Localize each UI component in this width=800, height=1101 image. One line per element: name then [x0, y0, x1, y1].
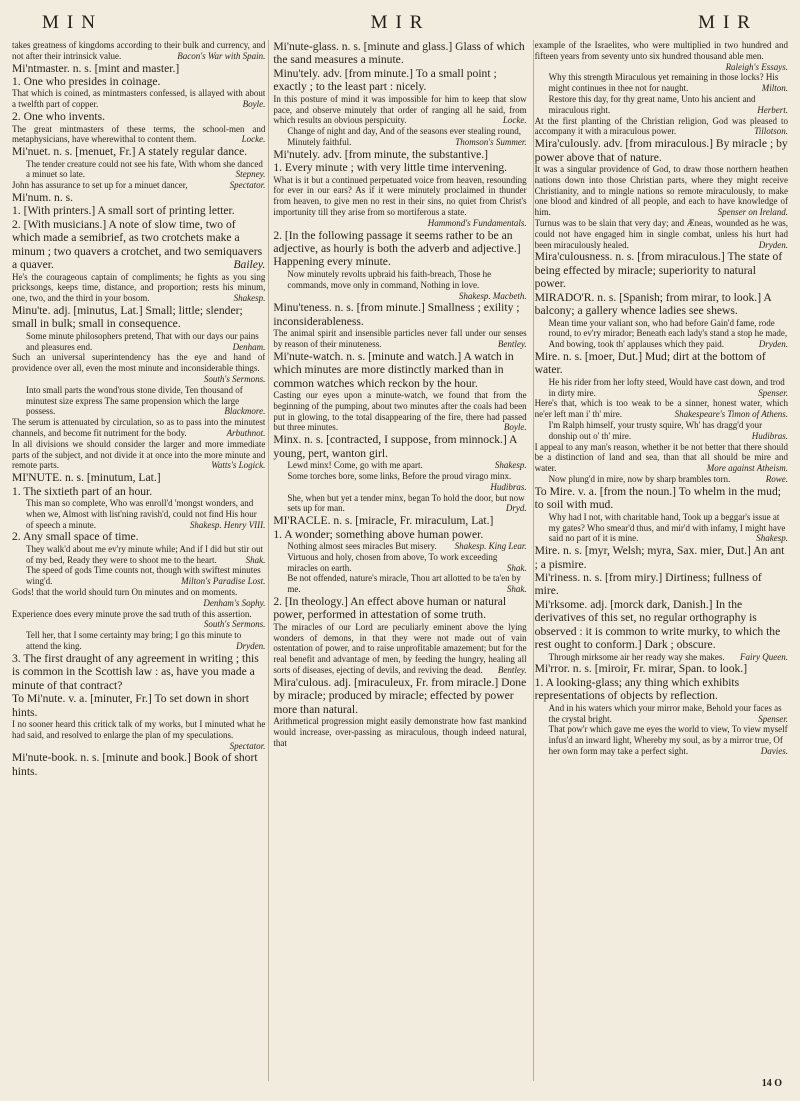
quotation-source: Shak. — [506, 584, 527, 595]
entry-text: Mire. n. s. [moer, Dut.] Mud; dirt at the bottom of water. — [534, 350, 766, 377]
dictionary-entry — [273, 148, 526, 161]
quotation-text: I appeal to any man's reason, whether it be not better that there should be a distinction of land and sea, than that all should be mire and water. — [534, 441, 788, 474]
quotation-source: Bailey. — [233, 258, 266, 272]
quotation — [12, 719, 265, 751]
signature-mark: 14 O — [761, 1078, 782, 1089]
quotation-source: Boyle. — [242, 99, 266, 110]
entry-text: 2. One who invents. — [12, 110, 106, 124]
quotation-text: Tell her, that I some certainty may bring; I go this minute to attend the king. — [26, 630, 242, 652]
quotation-text: And in his waters which your mirror make, Behold your faces as the crystal bright. — [548, 702, 782, 724]
quotation-text: Change of night and day, And of the seasons ever stealing round, Minutely faithful. — [287, 126, 521, 147]
quotation-source: Locke. — [502, 115, 527, 126]
dictionary-entry — [535, 662, 788, 675]
dictionary-entry — [12, 304, 265, 331]
quotation — [273, 541, 526, 552]
quotation-text: What is it but a continued perpetuated voice from heaven, resounding for ever in our ears? As if it were minutely proclaimed in thunder from heaven, to give men no rest in their sins, no quiet from Christ's importunity till they arise from so mortiferous a state. — [273, 174, 527, 217]
quotation-text: Virtuous and holy, chosen from above, To work exceeding miracles on earth. — [287, 551, 498, 573]
entry-text: 2. [With musicians.] A note of slow time, two of which made a semibrief, as two crotchets make a minum ; two quavers a crotchet, and two semiquavers a quaver. — [12, 217, 263, 272]
entry-text: 1. The sixtieth part of an hour. — [12, 484, 153, 498]
dictionary-entry — [535, 676, 788, 703]
quotation — [535, 72, 788, 94]
quotation-source: Locke. — [241, 134, 266, 145]
quotation — [273, 175, 526, 229]
quotation — [535, 116, 788, 138]
quotation — [12, 439, 265, 471]
quotation-text: He his rider from her lofty steed, Would have cast down, and trod in dirty mire. — [548, 376, 785, 398]
quotation-text: The miracles of our Lord are peculiarly eminent above the lying wonders of demons, in that they were not made out of vain ostentation of power, and to raise unprofitable amazement; but for the real benefit and advantage of men, by feeding the hungry, healing all sorts of diseases, ejecting of devils, and reviving the dead. — [273, 621, 527, 676]
dictionary-entry — [535, 137, 788, 164]
entry-text: Mire. n. s. [myr, Welsh; myra, Sax. mier, Dut.] An ant ; a pismire. — [534, 544, 785, 571]
quotation-text: Lewd minx! Come, go with me apart. — [287, 460, 423, 471]
quotation-text: In this posture of mind it was impossible for him to keep that slow pace, and observe minutely that order of ranging all he said, from which results an obvious perspicuity. — [273, 93, 527, 126]
quotation-source: Shak. — [245, 554, 266, 565]
quotation-source: Spenser. — [758, 387, 788, 398]
quotation-source: More against Atheism. — [706, 463, 788, 474]
quotation-source: Hudibras. — [751, 430, 788, 441]
quotation — [12, 544, 265, 566]
quotation-source: Denham's Sophy. — [203, 597, 266, 608]
quotation — [273, 493, 526, 515]
quotation — [535, 512, 788, 544]
quotation-source: Shak. — [506, 562, 527, 573]
quotation-text: Through mirksome air her ready way she makes. — [548, 651, 725, 662]
quotation-text: Into small parts the wond'rous stone divide, Ten thousand of minutest size express The same propension which the large possess. — [26, 384, 243, 417]
quotation-source: Stepney. — [235, 169, 266, 180]
quotation — [12, 630, 265, 652]
quotation — [535, 703, 788, 725]
quotation — [535, 398, 788, 420]
dictionary-entry — [273, 676, 526, 716]
dictionary-entry — [273, 67, 526, 94]
quotation-source: Spenser on Ireland. — [717, 207, 788, 218]
quotation-source: Bentley. — [497, 338, 527, 349]
dictionary-entry — [12, 145, 265, 158]
quotation — [12, 352, 265, 384]
quotation — [12, 565, 265, 587]
entry-text: Mira'culously. adv. [from miraculous.] By miracle ; by power above that of nature. — [534, 137, 788, 164]
quotation-text: Be not offended, nature's miracle, Thou art allotted to be ta'en by me. — [287, 573, 521, 595]
quotation — [535, 218, 788, 250]
quotation — [535, 164, 788, 218]
dictionary-entry — [273, 514, 526, 527]
quotation — [535, 377, 788, 399]
dictionary-entry — [12, 530, 265, 543]
column-rule — [533, 40, 534, 1081]
columns — [12, 40, 788, 778]
quotation-source: Watts's Logick. — [211, 460, 266, 471]
dictionary-entry — [273, 350, 526, 390]
quotation — [273, 622, 526, 676]
quotation — [12, 587, 265, 609]
quotation — [535, 724, 788, 756]
quotation — [12, 498, 265, 530]
quotation-text: Nothing almost sees miracles But misery. — [287, 541, 437, 551]
column-1 — [12, 40, 265, 778]
quotation-source: Dryden. — [758, 339, 788, 350]
quotation-text: Turnus was to be slain that very day; and Æneas, wounded as he was, could not have engaged him in single combat, unless his hurt had been miraculously healed. — [534, 218, 788, 250]
entry-text: Mi'rror. n. s. [miroir, Fr. mirar, Span. to look.] — [534, 662, 748, 676]
entry-text: 2. [In the following passage it seems rather to be an adjective, as hourly is both the adverb and adjective.] Happening every minute. — [273, 228, 521, 269]
dictionary-entry — [535, 250, 788, 290]
quotation-text: Gods! that the world should turn On minutes and on moments. — [12, 587, 238, 598]
quotation-source: Hammond's Fundamentals. — [427, 217, 527, 228]
entry-text: To Mire. v. a. [from the noun.] To whelm in the mud; to soil with mud. — [534, 484, 781, 512]
dictionary-entry — [12, 692, 265, 719]
quotation — [273, 390, 526, 433]
quotation — [535, 94, 788, 116]
dictionary-entry — [12, 62, 265, 75]
entry-text: 2. Any small space of time. — [12, 530, 139, 544]
quotation-source: Bacon's War with Spain. — [177, 50, 266, 61]
quotation-text: Some torches bore, some links, Before the proud virago minx. — [287, 470, 512, 481]
quotation-text: I no sooner heard this critick talk of my works, but I minuted what he had said, and resolved to enlarge the plan of my speculations. — [12, 719, 266, 740]
quotation — [12, 417, 265, 439]
quotation-source: Arbuthnot. — [226, 427, 266, 438]
quotation-text: takes greatness of kingdoms according to their bulk and currency, and not after their intrinsick value. — [12, 40, 266, 61]
quotation-source: Raleigh's Essays. — [725, 61, 788, 72]
quotation-text: Why this strength Miraculous yet remaining in those locks? His might continues in thee not for naught. — [548, 72, 779, 94]
quotation-text: Now plung'd in mire, now by sharp brambles torn. — [548, 474, 731, 485]
dictionary-entry — [12, 471, 265, 484]
entry-text: Mi'nutely. adv. [from minute, the substantive.] — [273, 147, 489, 161]
entry-text: 1. [With printers.] A small sort of printing letter. — [12, 204, 235, 218]
quotation-source: South's Sermons. — [203, 374, 266, 384]
entry-text: Mi'ntmaster. n. s. [mint and master.] — [12, 61, 180, 75]
dictionary-entry — [535, 485, 788, 512]
quotation-text: Now minutely revolts upbraid his faith-breach, Those he commands, move only in command, Nothing in love. — [287, 268, 492, 290]
quotation-source: Dryden. — [758, 239, 788, 250]
dictionary-entry — [273, 161, 526, 174]
dictionary-entry — [273, 528, 526, 541]
dictionary-entry — [273, 433, 526, 460]
quotation — [12, 609, 265, 631]
quotation-source: South's Sermons. — [203, 619, 266, 630]
dictionary-entry — [535, 291, 788, 318]
quotation-source: Milton. — [761, 83, 788, 94]
quotation-text: Here's that, which is too weak to be a sinner, honest water, which ne'er left man i' th' mire. — [534, 398, 788, 420]
quotation — [535, 474, 788, 485]
running-head-left: MIN — [42, 12, 103, 33]
quotation-source: Bentley. — [497, 665, 527, 676]
quotation-source: Davies. — [760, 745, 788, 756]
entry-text: Minu'teness. n. s. [from minute.] Smallness ; exility ; inconsiderableness. — [273, 301, 520, 328]
running-head — [12, 10, 788, 36]
quotation-source: Shakespeare's Timon of Athens. — [674, 409, 788, 420]
dictionary-entry — [273, 301, 526, 328]
dictionary-entry — [12, 652, 265, 692]
entry-text: MIRADO'R. n. s. [Spanish; from mirar, to look.] A balcony; a gallery whence ladies see shews. — [534, 290, 772, 318]
quotation-text: The speed of gods Time counts not, though with swiftest minutes wing'd. — [26, 565, 261, 587]
quotation-text: I'm Ralph himself, your trusty squire, Wh' has dragg'd your donship out o' th' mire. — [548, 420, 763, 441]
quotation-text: In all divisions we should consider the larger and more immediate parts of the subject, and not divide it at once into the more minute and remote parts. — [12, 438, 266, 471]
quotation — [12, 40, 265, 62]
quotation-source: Shakesp. — [494, 460, 527, 471]
dictionary-entry — [12, 751, 265, 778]
quotation — [273, 94, 526, 126]
quotation-source: Dryden. — [236, 641, 266, 652]
entry-text: Mi'nute-glass. n. s. [minute and glass.] Glass of which the sand measures a minute. — [273, 40, 525, 67]
quotation-text: John has assurance to set up for a minuet dancer, — [12, 180, 188, 191]
dictionary-entry — [12, 75, 265, 88]
dictionary-entry — [535, 350, 788, 377]
entry-text: Minu'te. adj. [minutus, Lat.] Small; little; slender; small in bulk; small in consequence. — [12, 303, 243, 331]
column-3 — [535, 40, 788, 778]
quotation-source: Shakesp. Macbeth. — [458, 290, 527, 301]
quotation-text: That which is coined, as mintmasters confessed, is allayed with about a twelfth part of copper. — [12, 88, 266, 110]
quotation-text: It was a singular providence of God, to draw those northern heathen nations down into those Christian parts, where they might receive Christianity, and to mingle nations so remote miraculously, to make one blood and kindred of all people, and each to have knowledge of him. — [534, 164, 788, 218]
quotation — [273, 573, 526, 595]
quotation — [535, 420, 788, 442]
quotation — [12, 385, 265, 417]
quotation-source: Tillotson. — [754, 126, 788, 137]
quotation-source: Denham. — [232, 341, 266, 352]
quotation-source: Spectator. — [229, 180, 266, 191]
quotation-text: That pow'r which gave me eyes the world to view, To view myself infus'd an inward light, Whereby my soul, as by a mirror true, Of her own form may take a perfect sight. — [548, 724, 788, 756]
quotation — [273, 269, 526, 301]
quotation-source: Spectator. — [229, 740, 266, 751]
quotation — [12, 272, 265, 304]
quotation-source: Spenser. — [758, 713, 788, 724]
quotation — [12, 88, 265, 110]
entry-text: Mi'riness. n. s. [from miry.] Dirtiness; fullness of mire. — [534, 570, 762, 598]
quotation — [273, 328, 526, 350]
dictionary-entry — [12, 485, 265, 498]
quotation-source: Fairy Queen. — [740, 651, 788, 662]
entry-text: Minu'tely. adv. [from minute.] To a small point ; exactly ; to the least part : nicely. — [273, 66, 497, 94]
quotation-text: Casting our eyes upon a minute-watch, we found that from the beginning of the pumping, about two minutes after the coals had been put in glowing, to the total disappearing of the fire, there had passed but three minutes. — [273, 390, 527, 433]
quotation-text: They walk'd about me ev'ry minute while; And if I did but stir out of my bed, Ready they were to shoot me to the heart. — [26, 543, 263, 565]
column-2 — [273, 40, 526, 778]
quotation — [12, 331, 265, 353]
quotation — [535, 442, 788, 474]
quotation-text: The tender creature could not see his fate, With whom she danced a minuet so late. — [26, 158, 263, 180]
column-rule — [268, 40, 269, 1081]
quotation-text: Experience does every minute prove the sad truth of this assertion. — [12, 608, 252, 619]
entry-text: MI'RACLE. n. s. [miracle, Fr. miraculum, Lat.] — [273, 514, 494, 528]
dictionary-entry — [535, 571, 788, 598]
quotation-text: She, when but yet a tender minx, began To hold the door, but now sets up for man. — [287, 492, 525, 514]
quotation-text: Some minute philosophers pretend, That with our days our pains and pleasures end. — [26, 330, 259, 352]
quotation — [273, 126, 526, 148]
quotation-source: Rowe. — [765, 474, 788, 485]
quotation — [12, 180, 265, 191]
quotation — [12, 159, 265, 181]
quotation-text: Mean time your valiant son, who had before Gain'd fame, rode round, to ev'ry mirador; Beneath each lady's stand a stop he made, And bowing, took th' applauses which they paid. — [548, 317, 788, 350]
entry-text: 1. One who presides in coinage. — [12, 75, 161, 89]
quotation-source: Hudibras. — [490, 481, 527, 492]
quotation-source: Shakesp. — [233, 293, 266, 304]
quotation-text: He's the courageous captain of compliments; he fights as you sing pricksongs, keeps time, distance, and proportion; rests his minum, one, two, and the third in your bosom. — [12, 271, 266, 304]
quotation-text: At the first planting of the Christian religion, God was pleased to accompany it with a miraculous power. — [534, 115, 788, 137]
dictionary-entry — [12, 110, 265, 123]
quotation-text: The great mintmasters of these terms, the school-men and metaphysicians, have wherewithal to content them. — [12, 123, 266, 145]
quotation-text: Arithmetical progression might easily demonstrate how fast mankind would increase, over-passing as miraculous, though indeed natural, that — [273, 716, 527, 748]
entry-text: Mira'culousness. n. s. [from miraculous.] The state of being effected by miracle; superiority to natural power. — [534, 250, 783, 291]
entry-text: 1. A wonder; something above human power. — [273, 527, 484, 541]
quotation-text: Why had I not, with charitable hand, Took up a beggar's issue at my gates? Who smear'd thus, and mir'd with infamy, I might have said no part of it is mine. — [548, 511, 786, 544]
quotation-source: Shakesp. King Lear. — [454, 541, 527, 551]
entry-text: To Mi'nute. v. a. [minuter, Fr.] To set down in short hints. — [12, 692, 250, 719]
quotation-source: Shakesp. Henry VIII. — [189, 519, 266, 530]
quotation-text: This man so complete, Who was enroll'd 'mongst wonders, and when we, Almost with list'ning ravish'd, could not find His hour of speech a minute. — [26, 498, 257, 530]
quotation — [273, 552, 526, 574]
quotation — [12, 124, 265, 146]
entry-text: Mi'num. n. s. — [12, 190, 74, 204]
entry-text: 2. [In theology.] An effect above human or natural power, performed in attestation of some truth. — [273, 594, 507, 622]
dictionary-entry — [273, 595, 526, 622]
quotation-source: Dryd. — [505, 503, 527, 514]
entry-text: Mi'nute-watch. n. s. [minute and watch.] A watch in which minutes are more distinctly marked than in common watches which reckon by the hour. — [273, 349, 514, 390]
dictionary-entry — [12, 191, 265, 204]
quotation-source: Blackmore. — [224, 406, 266, 417]
entry-text: Mi'nuet. n. s. [menuet, Fr.] A stately regular dance. — [12, 145, 248, 159]
dictionary-entry — [273, 229, 526, 269]
running-head-center: MIR — [370, 12, 431, 33]
entry-text: Mi'nute-book. n. s. [minute and book.] Book of short hints. — [12, 751, 258, 778]
quotation — [535, 40, 788, 72]
dictionary-entry — [535, 544, 788, 571]
dictionary-entry — [12, 204, 265, 217]
dictionary-entry — [273, 40, 526, 67]
quotation — [535, 318, 788, 350]
quotation-source: Boyle. — [503, 422, 527, 433]
quotation-source: Herbert. — [757, 104, 788, 115]
entry-text: Mira'culous. adj. [miraculeux, Fr. from miracle.] Done by miracle; produced by miracle; effected by power more than natural. — [273, 675, 527, 716]
quotation-text: example of the Israelites, who were multiplied in two hundred and fifteen years from seventy unto six hundred thousand able men. — [534, 40, 788, 61]
quotation-text: The serum is attenuated by circulation, so as to pass into the minutest channels, and become fit nutriment for the body. — [12, 417, 266, 438]
quotation — [273, 716, 526, 748]
dictionary-entry — [535, 598, 788, 652]
entry-text: 1. A looking-glass; any thing which exhibits representations of objects by reflection. — [534, 675, 740, 703]
entry-text: Mi'rksome. adj. [morck dark, Danish.] In the derivatives of this set, no regular orthography is observed : it is common to write murky, to which the rest ought to conform.] Dark ; obscure. — [534, 597, 781, 652]
entry-text: 3. The first draught of any agreement in writing ; this is common in the Scottish law : as, have you made a minute of that contract? — [12, 651, 259, 692]
running-head-right: MIR — [698, 12, 758, 33]
quotation — [273, 460, 526, 471]
entry-text: 1. Every minute ; with very little time intervening. — [273, 161, 508, 175]
quotation — [273, 471, 526, 493]
quotation-text: Restore this day, for thy great name, Unto his ancient and miraculous right. — [548, 93, 756, 115]
quotation-source: Milton's Paradise Lost. — [181, 576, 266, 587]
entry-text: MI'NUTE. n. s. [minutum, Lat.] — [12, 471, 161, 485]
quotation-text: The animal spirit and insensible particles never fall under our senses by reason of their minuteness. — [273, 328, 527, 349]
quotation-source: Shakesp. — [756, 533, 788, 544]
quotation — [535, 652, 788, 663]
dictionary-entry — [12, 218, 265, 272]
entry-text: Minx. n. s. [contracted, I suppose, from minnock.] A young, pert, wanton girl. — [273, 433, 517, 460]
quotation-source: Thomson's Summer. — [455, 136, 527, 147]
quotation-text: Such an universal superintendency has the eye and hand of providence over all, even the most minute and inconsiderable things. — [12, 352, 266, 374]
